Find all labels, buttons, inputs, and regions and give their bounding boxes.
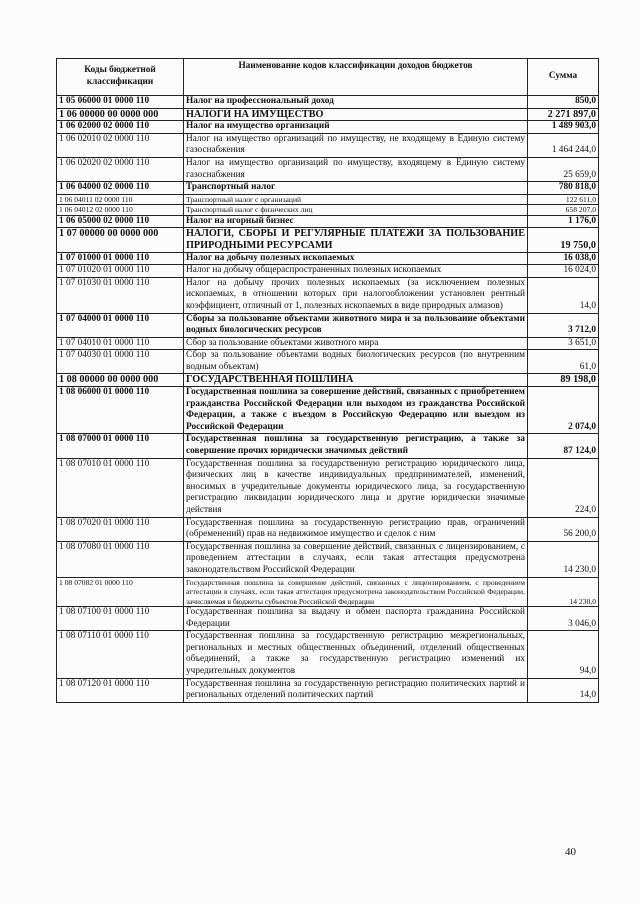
row-sum: 1 489 903,0 (528, 121, 599, 134)
row-name: Транспортный налог (184, 182, 528, 195)
row-code: 1 08 07000 01 0000 110 (57, 434, 184, 458)
row-code: 1 08 00000 00 0000 000 (57, 374, 184, 387)
row-code: 1 08 07080 01 0000 110 (57, 541, 184, 577)
table-row (57, 194, 599, 205)
row-name: Налог на профессиональный доход (184, 96, 528, 109)
row-name: Государственная пошлина за государственную регистрацию юридического лица, физических лиц в качестве индивидуальных предпринимателей, изменений, вносимых в учредительные документы юридического лица, за государственную регистрацию ликвидации юридического лица и другие юридически значимые действия (184, 458, 528, 517)
row-code: 1 07 00000 00 0000 000 (57, 228, 184, 252)
row-code: 1 08 07020 01 0000 110 (57, 517, 184, 541)
row-name: Государственная пошлина за государственную регистрацию прав, ограничений (обременений) прав на недвижимое имущество и сделок с ним (184, 517, 528, 541)
row-code: 1 06 04012 02 0000 110 (57, 205, 184, 216)
row-code: 1 06 02000 02 0000 110 (57, 121, 184, 134)
row-sum: 780 818,0 (528, 182, 599, 195)
row-sum: 16 038,0 (528, 252, 599, 265)
row-code: 1 07 01030 01 0000 110 (57, 277, 184, 313)
table-row (57, 577, 599, 607)
row-sum: 3 651,0 (528, 337, 599, 350)
row-name: Сбор за пользование объектами животного мира (184, 337, 528, 350)
row-sum: 61,0 (528, 350, 599, 374)
row-sum: 56 200,0 (528, 517, 599, 541)
budget-revenue-table (56, 58, 599, 703)
row-code: 1 06 04000 02 0000 110 (57, 182, 184, 195)
table-row (57, 205, 599, 216)
table-row (57, 374, 599, 387)
table-row (57, 631, 599, 678)
row-sum: 3 712,0 (528, 313, 599, 337)
table-row (57, 541, 599, 577)
table-row (57, 313, 599, 337)
table-row (57, 157, 599, 181)
row-code: 1 07 04010 01 0000 110 (57, 337, 184, 350)
row-sum: 25 659,0 (528, 157, 599, 181)
row-sum: 14 230,0 (528, 577, 599, 607)
row-name: Государственная пошлина за выдачу и обмен паспорта гражданина Российской Федерации (184, 607, 528, 631)
row-name: Налог на добычу полезных ископаемых (184, 252, 528, 265)
row-name: ГОСУДАРСТВЕННАЯ ПОШЛИНА (184, 374, 528, 387)
table-row (57, 252, 599, 265)
row-name: Налог на игорный бизнес (184, 215, 528, 228)
row-name: Сборы за пользование объектами животного мира и за пользование объектами водных биологических ресурсов (184, 313, 528, 337)
row-sum: 850,0 (528, 96, 599, 109)
page-number: 40 (565, 846, 576, 858)
table-row (57, 458, 599, 517)
table-row (57, 337, 599, 350)
row-code: 1 06 04011 02 0000 110 (57, 194, 184, 205)
row-name: Сбор за пользование объектами водных биологических ресурсов (по внутренним водным объектам) (184, 350, 528, 374)
row-name: Государственная пошлина за государственную регистрацию политических партий и региональных отделений политических партий (184, 678, 528, 702)
row-name: Налог на имущество организаций по имуществу, входящему в Единую систему газоснабжения (184, 157, 528, 181)
row-code: 1 06 05000 02 0000 110 (57, 215, 184, 228)
table-row (57, 133, 599, 157)
table-row (57, 121, 599, 134)
row-name: Налог на имущество организаций по имуществу, не входящему в Единую систему газоснабжения (184, 133, 528, 157)
row-sum: 94,0 (528, 631, 599, 678)
table-row (57, 678, 599, 702)
row-name: Налог на добычу прочих полезных ископаемых (за исключением полезных ископаемых, в отношении которых при налогообложении установлен рентный коэффициент, отличный от 1, полезных ископаемых в виде природных алмазов) (184, 277, 528, 313)
row-name: Налог на имущество организаций (184, 121, 528, 134)
row-name: Транспортный налог с физических лиц (184, 205, 528, 216)
row-code: 1 07 04000 01 0000 110 (57, 313, 184, 337)
row-sum: 16 024,0 (528, 265, 599, 278)
row-code: 1 08 07120 01 0000 110 (57, 678, 184, 702)
row-code: 1 08 07110 01 0000 110 (57, 631, 184, 678)
row-name: Транспортный налог с организаций (184, 194, 528, 205)
table-row (57, 96, 599, 109)
row-sum: 14,0 (528, 678, 599, 702)
table-header-row (57, 59, 599, 96)
row-name: Государственная пошлина за государственную регистрацию, а также за совершение прочих юридически значимых действий (184, 434, 528, 458)
header-sum: Сумма (528, 59, 599, 96)
row-code: 1 06 02010 02 0000 110 (57, 133, 184, 157)
row-sum: 224,0 (528, 458, 599, 517)
row-name: Государственная пошлина за совершение действий, связанных с лицензированием, с проведением аттестации в случаях, если такая аттестация предусмотрена законодательством Российской Федерации, зачисляемая в бюджеты субъектов Российской Федерации (184, 577, 528, 607)
row-name: Государственная пошлина за совершение действий, связанных с приобретением гражданства Российской Федерации или выходом из гражданства Российской Федерации, а также с въездом в Российскую Федерацию или выездом из Российской Федерации (184, 387, 528, 434)
row-sum: 89 198,0 (528, 374, 599, 387)
row-sum: 14 230,0 (528, 541, 599, 577)
table-row (57, 607, 599, 631)
table-row (57, 277, 599, 313)
row-code: 1 08 07100 01 0000 110 (57, 607, 184, 631)
row-sum: 2 074,0 (528, 387, 599, 434)
table-body (57, 96, 599, 703)
row-sum: 3 046,0 (528, 607, 599, 631)
row-sum: 658 207,0 (528, 205, 599, 216)
row-code: 1 06 00000 00 0000 000 (57, 108, 184, 121)
table-row (57, 108, 599, 121)
row-code: 1 07 01000 01 0000 110 (57, 252, 184, 265)
table-row (57, 215, 599, 228)
row-code: 1 07 04030 01 0000 110 (57, 350, 184, 374)
table-row (57, 434, 599, 458)
table-row (57, 182, 599, 195)
row-name: НАЛОГИ, СБОРЫ И РЕГУЛЯРНЫЕ ПЛАТЕЖИ ЗА ПОЛЬЗОВАНИЕ ПРИРОДНЫМИ РЕСУРСАМИ (184, 228, 528, 252)
row-name: НАЛОГИ НА ИМУЩЕСТВО (184, 108, 528, 121)
row-name: Государственная пошлина за совершение действий, связанных с лицензированием, с проведением аттестации в случаях, если такая аттестация предусмотрена законодательством Российской Федерации (184, 541, 528, 577)
row-sum: 14,0 (528, 277, 599, 313)
row-sum: 122 611,0 (528, 194, 599, 205)
header-code: Коды бюджетной классификации (57, 59, 184, 96)
row-sum: 1 176,0 (528, 215, 599, 228)
table-row (57, 517, 599, 541)
table-row (57, 228, 599, 252)
row-code: 1 08 06000 01 0000 110 (57, 387, 184, 434)
row-code: 1 08 07010 01 0000 110 (57, 458, 184, 517)
table-row (57, 265, 599, 278)
row-code: 1 08 07082 01 0000 110 (57, 577, 184, 607)
row-code: 1 05 06000 01 0000 110 (57, 96, 184, 109)
row-sum: 2 271 897,0 (528, 108, 599, 121)
row-sum: 87 124,0 (528, 434, 599, 458)
header-name: Наименование кодов классификации доходов бюджетов (184, 59, 528, 96)
table-row (57, 350, 599, 374)
row-code: 1 06 02020 02 0000 110 (57, 157, 184, 181)
row-sum: 19 750,0 (528, 228, 599, 252)
row-name: Налог на добычу общераспространенных полезных ископаемых (184, 265, 528, 278)
row-name: Государственная пошлина за государственную регистрацию межрегиональных, региональных и местных общественных объединений, отделений общественных объединений, а также за государственную регистрацию изменений их учредительных документов (184, 631, 528, 678)
row-code: 1 07 01020 01 0000 110 (57, 265, 184, 278)
table-row (57, 387, 599, 434)
row-sum: 1 464 244,0 (528, 133, 599, 157)
